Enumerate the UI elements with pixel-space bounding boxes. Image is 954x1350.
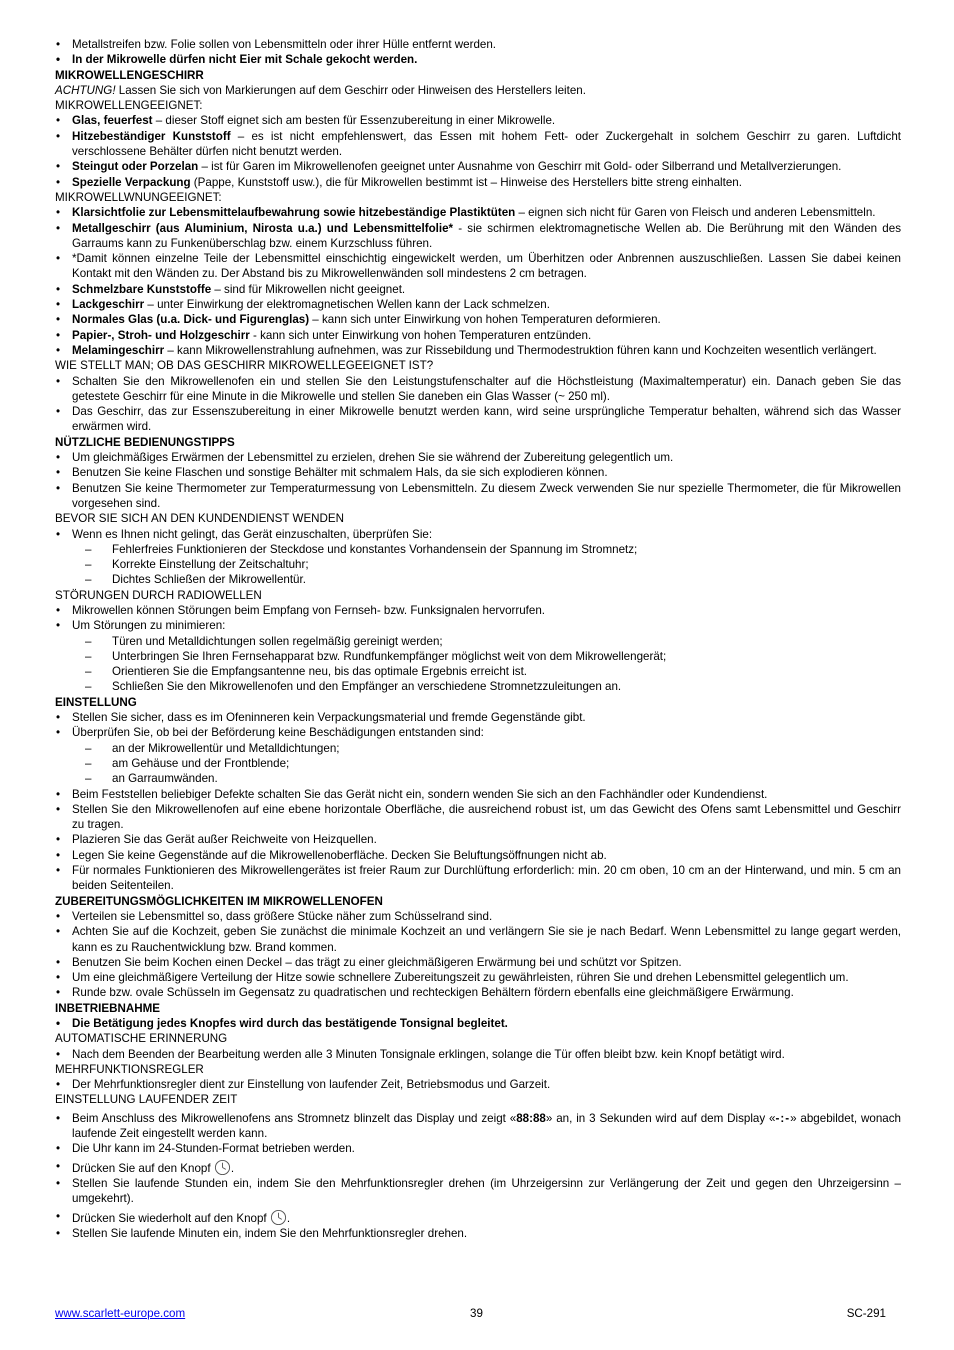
text: Die Uhr kann im 24-Stunden-Format betrieben werden. xyxy=(72,1142,355,1156)
item-text: *Damit können einzelne Teile der Lebensmittel einschichtig eingewickelt werden, um Überhitzen oder Anbrennen auszuschließen. Lassen Sie dabei keinen Kontakt mit den Wänden zu. Der Abstand bis zu Mikrowellenwänden soll mindestens 2 cm betragen. xyxy=(72,252,901,281)
item-term: Melamingeschirr xyxy=(72,343,165,357)
item-text: – kann sich unter Einwirkung von hohen Temperaturen deformieren. xyxy=(309,313,661,327)
display-dash-icon: -:- xyxy=(775,1111,791,1125)
sub-list-item: – Fehlerfreies Funktionieren der Steckdose und konstantes Vorhandensein der Spannung im Stromnetz; xyxy=(55,542,901,557)
item-text: – kann Mikrowellenstrahlung aufnehmen, was zur Rissebildung und Thermodestruktion führen kann und Kochzeiten wesentlich verlängert. xyxy=(164,343,877,357)
website-link[interactable]: www.scarlett-europe.com xyxy=(55,1307,186,1320)
item-text: – sind für Mikrowellen nicht geeignet. xyxy=(211,282,406,296)
text: Drücken Sie auf den Knopf xyxy=(72,1161,211,1175)
item-text: Der Mehrfunktionsregler dient zur Einstellung von laufender Zeit, Betriebsmodus und Garzeit. xyxy=(72,1078,551,1092)
list-item xyxy=(55,725,901,740)
list-item xyxy=(55,1047,901,1062)
item-term: Steingut oder Porzelan xyxy=(72,160,199,174)
warning-label: ACHTUNG! xyxy=(55,83,116,97)
list-item xyxy=(55,1209,901,1226)
item-text: Stellen Sie sicher, dass es im Ofeninneren kein Verpackungsmaterial und fremde Gegenstände gibt. xyxy=(72,711,586,725)
item-term: Spezielle Verpackung xyxy=(72,175,191,189)
list-item xyxy=(55,863,901,894)
item-term: Glas, feuerfest xyxy=(72,114,153,128)
item-text: – dieser Stoff eignet sich am besten für Essenzubereitung in einer Mikrowelle. xyxy=(152,114,556,128)
text: Beim Anschluss des Mikrowellenofens ans Stromnetz blinzelt das Display und zeigt « xyxy=(72,1111,517,1125)
list-item xyxy=(55,221,901,252)
item-text: Benutzen Sie keine Flaschen und sonstige Behälter mit schmalem Hals, da sie sich explodieren können. xyxy=(72,466,608,480)
list-item xyxy=(55,924,901,955)
clock-icon xyxy=(214,1159,231,1176)
list-item xyxy=(55,481,901,512)
section-subheading: WIE STELLT MAN; OB DAS GESCHIRR MIKROWELLEGEEIGNET IST? xyxy=(55,359,434,373)
list-item xyxy=(55,1159,901,1176)
list-item xyxy=(55,465,901,480)
item-text: – es ist nicht empfehlenswert, das Essen mit hohem Fett- oder Zuckergehalt in solchem Geschirr zu garen. Luftdicht verschlossene Behälter dürfen nicht benutzt werden. xyxy=(72,129,902,159)
list-item xyxy=(55,1226,901,1241)
sub-list-item: – Schließen Sie den Mikrowellenofen und den Empfänger an verschiedene Stromnetzzuleitungen an. xyxy=(55,679,901,694)
page-number: 39 xyxy=(470,1307,483,1320)
item-text: Legen Sie keine Gegenstände auf die Mikrowellenoberfläche. Decken Sie Beluftungsöffnungen nicht ab. xyxy=(72,848,607,862)
content-blocks xyxy=(55,37,901,1108)
list-item xyxy=(55,343,901,358)
item-text: Überprüfen Sie, ob bei der Beförderung keine Beschädigungen entstanden sind: xyxy=(72,726,484,740)
section-subheading: BEVOR SIE SICH AN DEN KUNDENDIENST WENDEN xyxy=(55,512,345,526)
list-item xyxy=(55,450,901,465)
item-text: Um eine gleichmäßigere Verteilung der Hitze sowie schnellere Zubereitungszeit zu gewährleisten, rühren Sie und drehen Lebensmittel gelegentlich um. xyxy=(72,971,849,985)
section-heading: NÜTZLICHE BEDIENUNGSTIPPS xyxy=(55,435,235,449)
text: . xyxy=(286,1211,291,1225)
list-item xyxy=(55,787,901,802)
item-text: - sie schirmen elektromagnetische Wellen ab. Die Berührung mit den Wänden des Garraums kann zu Funkenüberschlag bzw. einem Kurzschluss führen. xyxy=(72,221,901,250)
item-text: Plazieren Sie das Gerät außer Reichweite von Heizquellen. xyxy=(72,833,377,847)
item-text: In der Mikrowelle dürfen nicht Eier mit Schale gekocht werden. xyxy=(72,53,418,67)
list-item xyxy=(55,1111,901,1142)
document-body xyxy=(55,37,901,1241)
item-term: Klarsichtfolie zur Lebensmittelaufbewahrung sowie hitzebeständige Plastiktüten xyxy=(72,206,516,220)
item-text: (Pappe, Kunststoff usw.), die für Mikrowellen bestimmt ist – Hinweise des Herstellers bitte streng einhalten. xyxy=(190,175,742,189)
item-term: Lackgeschirr xyxy=(72,298,145,312)
item-term: Metallgeschirr (aus Aluminium, Nirosta u.a.) und Lebensmittelfolie* xyxy=(72,221,454,235)
sub-list-item: – an Garraumwänden. xyxy=(55,771,901,786)
text: Drücken Sie wiederholt auf den Knopf xyxy=(72,1211,267,1225)
item-text: – unter Einwirkung der elektromagnetischen Wellen kann der Lack schmelzen. xyxy=(144,298,550,312)
item-term: Schmelzbare Kunststoffe xyxy=(72,282,212,296)
list-item xyxy=(55,312,901,327)
item-text: - kann sich unter Einwirkung von hohen Temperaturen entzünden. xyxy=(249,328,592,342)
list-item xyxy=(55,129,901,160)
list-item xyxy=(55,848,901,863)
item-text: Wenn es Ihnen nicht gelingt, das Gerät einzuschalten, überprüfen Sie: xyxy=(72,527,433,541)
list-item xyxy=(55,404,901,435)
list-item xyxy=(55,113,901,128)
text: Stellen Sie laufende Minuten ein, indem Sie den Mehrfunktionsregler drehen. xyxy=(72,1226,468,1240)
sub-list-item: – Korrekte Einstellung der Zeitschaltuhr; xyxy=(55,557,901,572)
sub-list-item: – an der Mikrowellentür und Metalldichtungen; xyxy=(55,741,901,756)
list-item xyxy=(55,802,901,833)
list-item xyxy=(55,618,901,633)
section-heading: MIKROWELLENGESCHIRR xyxy=(55,68,204,82)
sub-list-item: – Dichtes Schließen der Mikrowellentür. xyxy=(55,572,901,587)
item-text: Um gleichmäßiges Erwärmen der Lebensmittel zu erzielen, drehen Sie sie während der Zubereitung gelegentlich um. xyxy=(72,451,674,465)
list-item xyxy=(55,1141,901,1156)
item-term: Hitzebeständiger Kunststoff xyxy=(72,129,231,143)
list-item xyxy=(55,955,901,970)
item-text: Stellen Sie den Mikrowellenofen auf eine ebene horizontale Oberfläche, die ausreichend robust ist, um das Gewicht des Ofens samt Lebensmittel und Geschirr zu tragen. xyxy=(72,802,901,832)
section-heading: INBETRIEBNAHME xyxy=(55,1001,160,1015)
list-item xyxy=(55,1176,901,1207)
item-text: Die Betätigung jedes Knopfes wird durch das bestätigende Tonsignal begleitet. xyxy=(72,1017,508,1030)
display-value: 88:88 xyxy=(516,1111,546,1125)
item-text: Verteilen sie Lebensmittel so, dass größere Stücke näher zum Schüsselrand sind. xyxy=(72,909,493,923)
section-subheading: EINSTELLUNG LAUFENDER ZEIT xyxy=(55,1093,238,1107)
list-item xyxy=(55,37,901,52)
paragraph-text: Lassen Sie sich von Markierungen auf dem Geschirr oder Hinweisen des Herstellers leiten. xyxy=(115,83,586,97)
item-text: Beim Feststellen beliebiger Defekte schalten Sie das Gerät nicht ein, sondern wenden Sie sich an den Fachhändler oder Kundendienst. xyxy=(72,787,768,801)
text: Stellen Sie laufende Stunden ein, indem Sie den Mehrfunktionsregler drehen (im Uhrzeigersinn zur Verlängerung der Zeit und gegen den Uhrzeigersinn – umgekehrt). xyxy=(72,1176,901,1206)
item-text: Metallstreifen bzw. Folie sollen von Lebensmitteln oder ihrer Hülle entfernt werden. xyxy=(72,38,497,51)
item-text: Mikrowellen können Störungen beim Empfang von Fernseh- bzw. Funksignalen hervorrufen. xyxy=(72,603,546,617)
sub-list-item: – Unterbringen Sie Ihren Fernsehapparat bzw. Rundfunkempfänger möglichst weit von dem Mikrowellengerät; xyxy=(55,649,901,664)
list-item xyxy=(55,985,901,1000)
text: . xyxy=(230,1161,235,1175)
list-item xyxy=(55,603,901,618)
list-item xyxy=(55,251,901,282)
section-subheading: MIKROWELLWNUNGEEIGNET: xyxy=(55,190,222,204)
sub-list-item: – am Gehäuse und der Frontblende; xyxy=(55,756,901,771)
list-item xyxy=(55,1016,901,1031)
sub-list-item: – Orientieren Sie die Empfangsantenne neu, bis das optimale Ergebnis erreicht ist. xyxy=(55,664,901,679)
item-text: Benutzen Sie beim Kochen einen Deckel – das trägt zu einer gleichmäßigeren Erwärmung bei und schützt vor Spitzen. xyxy=(72,955,682,969)
item-term: Normales Glas (u.a. Dick- und Figurenglas) xyxy=(72,313,310,327)
list-item xyxy=(55,710,901,725)
list-item xyxy=(55,1077,901,1092)
page-footer xyxy=(55,1307,901,1323)
model-number: SC-291 xyxy=(846,1307,886,1320)
paragraph xyxy=(55,83,901,98)
list-item xyxy=(55,175,901,190)
list-item xyxy=(55,328,901,343)
list-item xyxy=(55,374,901,405)
item-text: – ist für Garen im Mikrowellenofen geeignet unter Ausnahme von Geschirr mit Gold- oder Silberrand und Metallverzierungen. xyxy=(198,160,842,174)
item-text: Das Geschirr, das zur Essenszubereitung in einer Mikrowelle benutzt werden kann, wird seine ursprüngliche Temperatur behalten, während sich das Wasser erwärmen wird. xyxy=(72,405,901,434)
list-item xyxy=(55,970,901,985)
section-subheading: MEHRFUNKTIONSREGLER xyxy=(55,1062,204,1076)
list-item xyxy=(55,52,901,67)
item-text: – eignen sich nicht für Garen von Fleisch und anderen Lebensmitteln. xyxy=(515,206,876,220)
clock-icon xyxy=(270,1209,287,1226)
list-item xyxy=(55,159,901,174)
list-item xyxy=(55,527,901,542)
section-subheading: AUTOMATISCHE ERINNERUNG xyxy=(55,1032,228,1046)
section-heading: ZUBEREITUNGSMÖGLICHKEITEN IM MIKROWELLENOFEN xyxy=(55,894,383,908)
item-text: Um Störungen zu minimieren: xyxy=(72,619,226,633)
list-item xyxy=(55,205,901,220)
list-item xyxy=(55,832,901,847)
sub-list-item: – Türen und Metalldichtungen sollen regelmäßig gereinigt werden; xyxy=(55,634,901,649)
section-heading: EINSTELLUNG xyxy=(55,695,137,709)
item-term: Papier-, Stroh- und Holzgeschirr xyxy=(72,328,250,342)
item-text: Benutzen Sie keine Thermometer zur Temperaturmessung von Lebensmitteln. Zu diesem Zweck verwenden Sie nur spezielle Thermometer, die für Mikrowellen vorgesehen sind. xyxy=(72,481,901,510)
text: » abgebildet, wonach laufende Zeit eingestellt werden kann. xyxy=(72,1111,901,1141)
text: » an, in 3 Sekunden wird auf dem Display « xyxy=(545,1111,776,1125)
list-item xyxy=(55,297,901,312)
item-text: Für normales Funktionieren des Mikrowellengerätes ist freier Raum zur Durchlüftung erforderlich: min. 20 cm oben, 10 cm an der Hinterwand, und min. 5 cm an beiden Seitenteilen. xyxy=(72,864,901,893)
item-text: Schalten Sie den Mikrowellenofen ein und stellen Sie den Leistungstufenschalter auf die Höchstleistung (Maximaltemperatur) ein. Danach geben Sie das getestete Geschirr für eine Minute in die Mikrowelle und stellen Sie daneben ein Glas Wasser (~ 250 ml). xyxy=(72,374,901,403)
item-text: Runde bzw. ovale Schüsseln im Gegensatz zu quadratischen und rechteckigen Behältern fördern ebenfalls eine gleichmäßigere Erwärmung. xyxy=(72,986,794,1000)
section-subheading: STÖRUNGEN DURCH RADIOWELLEN xyxy=(55,588,262,602)
list-item xyxy=(55,909,901,924)
list-item xyxy=(55,282,901,297)
item-text: Achten Sie auf die Kochzeit, geben Sie zunächst die minimale Kochzeit an und verlängern Sie sie je nach Bedarf. Wenn Lebensmittel zu lange gegart werden, kann es zu Rauchentwicklung bzw. Brand kommen. xyxy=(72,925,901,954)
section-subheading: MIKROWELLENGEEIGNET: xyxy=(55,99,203,113)
item-text: Nach dem Beenden der Bearbeitung werden alle 3 Minuten Tonsignale erklingen, solange die Tür offen bleibt bzw. kein Knopf betätigt wird. xyxy=(72,1047,785,1061)
